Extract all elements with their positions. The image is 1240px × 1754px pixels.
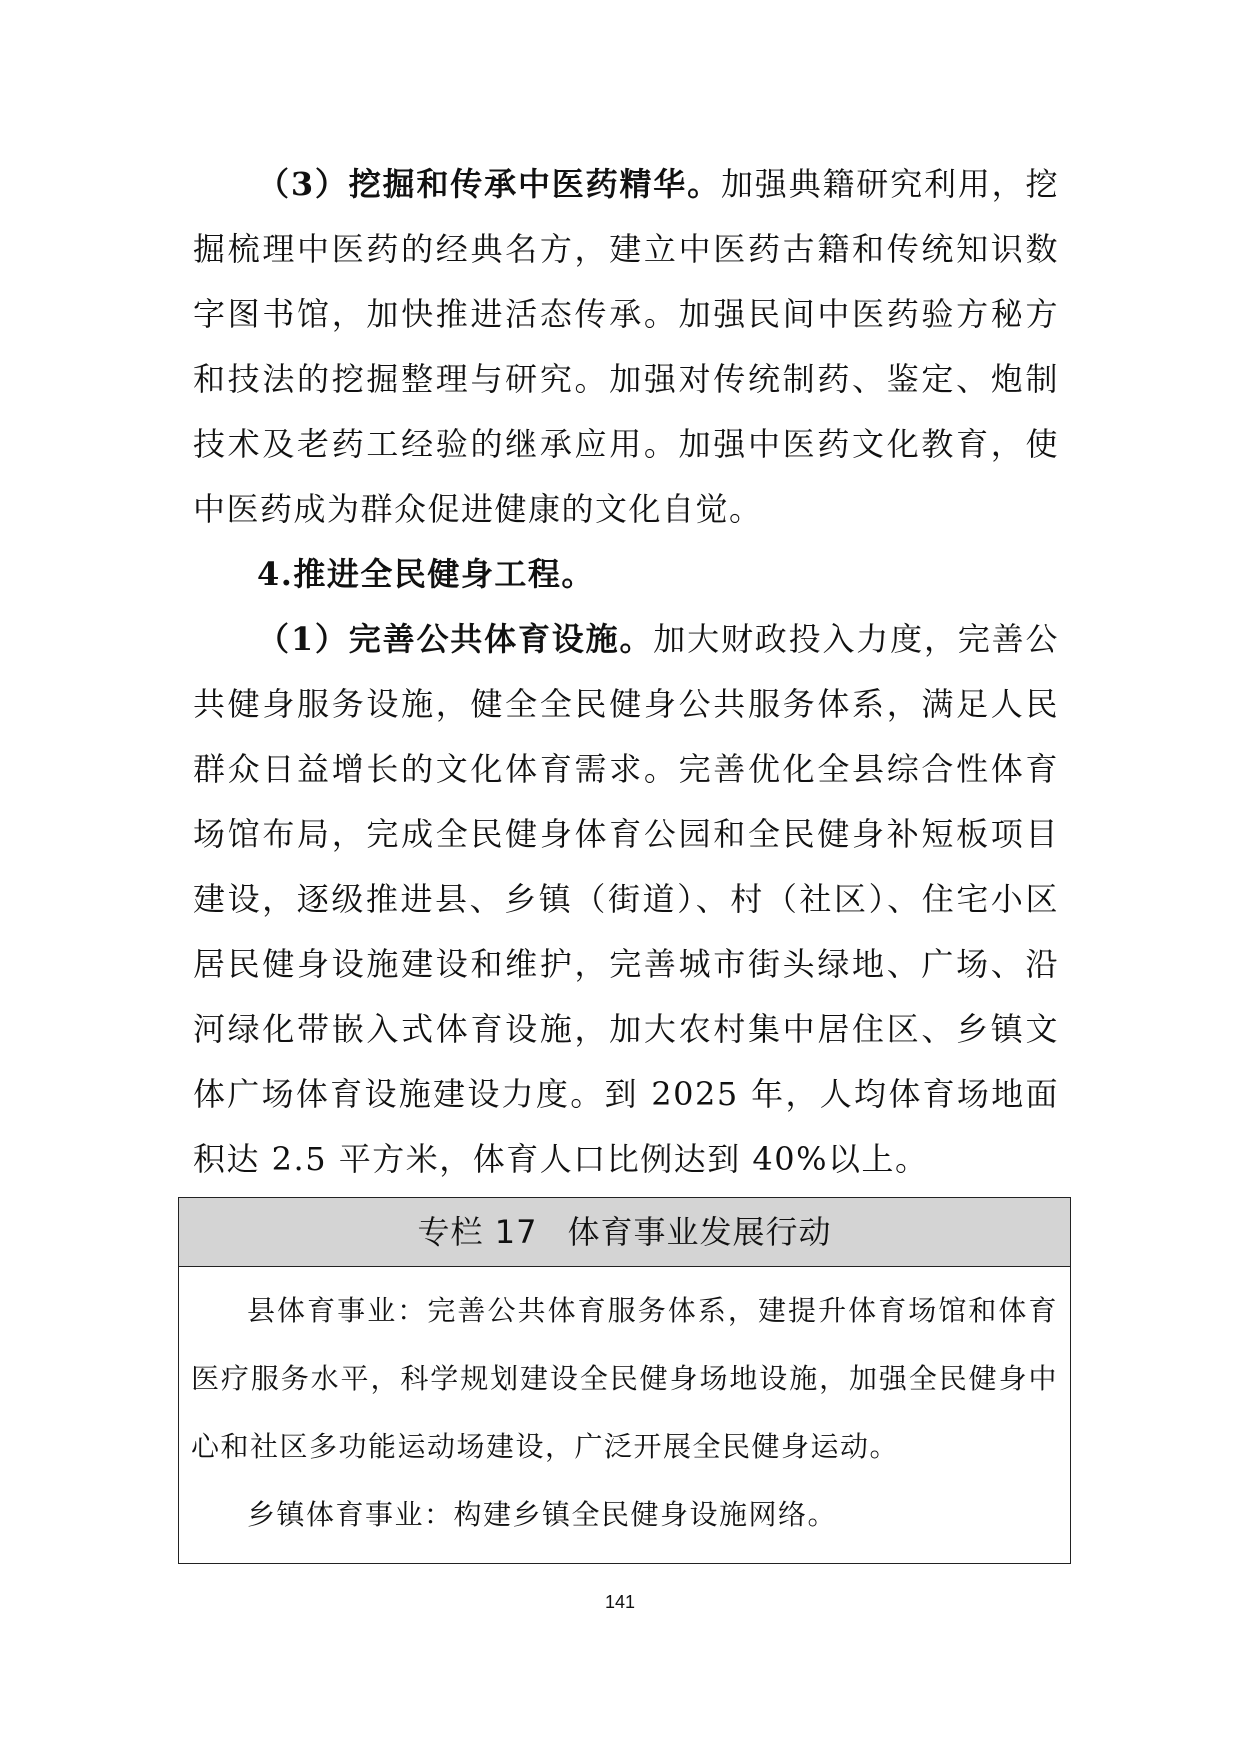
paragraph-lead: （3）挖掘和传承中医药精华。 [257,165,721,203]
column-title-text: 体育事业发展行动 [567,1213,832,1251]
paragraph-tcm-heritage [193,152,1059,542]
column-number: 专栏 17 [417,1213,538,1251]
page-number: 141 [604,1592,636,1612]
paragraph-text: 加强典籍研究利用，挖掘梳理中医药的经典名方，建立中医药古籍和传统知识数字图书馆，加快推进活态传承。加强民间中医药验方秘方和技法的挖掘整理与研究。加强对传统制药、鉴定、炮制技术及老药工经验的继承应用。加强中医药文化教育，使中医药成为群众促进健康的文化自觉。 [193,165,1059,528]
paragraph-sports-facilities [193,607,1059,1192]
column-box [178,1197,1071,1564]
column-box-title [179,1198,1070,1267]
column-box-body [179,1267,1070,1563]
main-content [193,152,1059,1192]
paragraph-text: 加大财政投入力度，完善公共健身服务设施，健全全民健身公共服务体系，满足人民群众日益增长的文化体育需求。完善优化全县综合性体育场馆布局，完成全民健身体育公园和全民健身补短板项目建设，逐级推进县、乡镇（街道）、村（社区）、住宅小区居民健身设施建设和维护，完善城市街头绿地、广场、沿河绿化带嵌入式体育设施，加大农村集中居住区、乡镇文体广场体育设施建设力度。到 2025 年，人均体育场地面积达 2.5 平方米，体育人口比例达到 40%以上。 [193,620,1059,1178]
paragraph-lead: （1）完善公共体育设施。 [257,620,654,658]
section-heading: 4.推进全民健身工程。 [257,555,595,593]
column-item: 县体育事业：完善公共体育服务体系，建提升体育场馆和体育医疗服务水平，科学规划建设全民健身场地设施，加强全民健身中心和社区多功能运动场建设，广泛开展全民健身运动。 [191,1294,1058,1463]
column-item: 乡镇体育事业：构建乡镇全民健身设施网络。 [247,1498,838,1531]
